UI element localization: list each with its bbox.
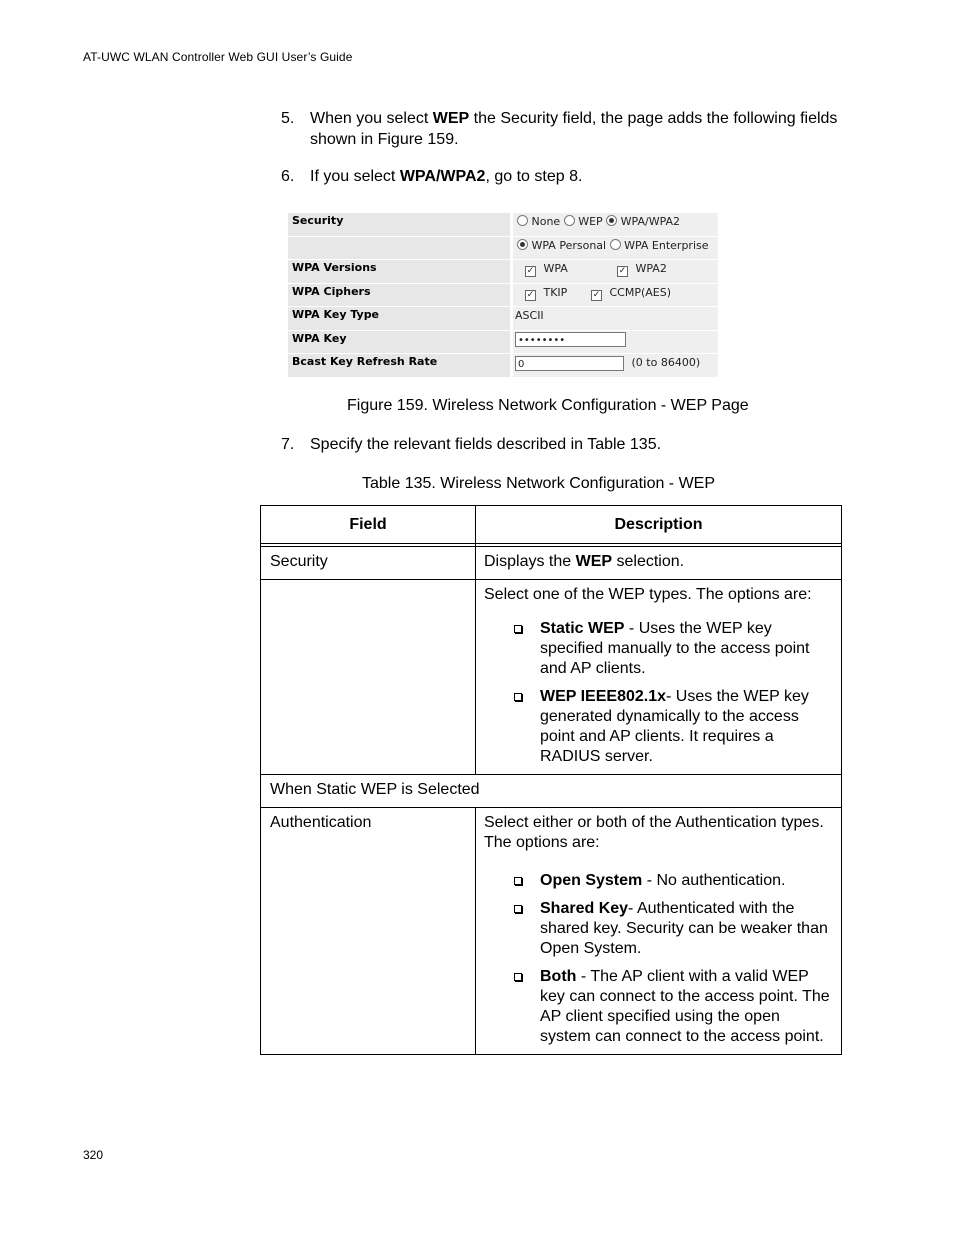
- refresh-label: Bcast Key Refresh Rate: [288, 354, 510, 378]
- table-caption: Table 135. Wireless Network Configuration - WEP: [362, 475, 716, 492]
- item-bold: Open System: [540, 872, 643, 889]
- table-row: [261, 808, 842, 1055]
- header-field: Field: [261, 506, 476, 544]
- radio-wpa-wpa2-label: WPA/WPA2: [620, 215, 681, 228]
- radio-wpa-wpa2[interactable]: [606, 215, 617, 226]
- checkbox-ccmp-label: CCMP(AES): [609, 285, 672, 299]
- desc-text: selection.: [612, 553, 685, 570]
- checkbox-tkip-label: TKIP: [543, 285, 568, 299]
- section-cell: When Static WEP is Selected: [261, 775, 842, 808]
- checkbox-bullet-icon: [514, 877, 522, 885]
- ciphers-row: [288, 284, 718, 308]
- section-row: [261, 775, 842, 808]
- key-row: [288, 331, 718, 355]
- key-label: WPA Key: [288, 331, 510, 355]
- table-row: [261, 547, 842, 580]
- checkbox-bullet-icon: [514, 973, 522, 981]
- item-text: - Uses the WEP key generated dynamically to the access point and AP clients. It requires a RADIUS server.: [540, 688, 809, 765]
- key-type-row: [288, 307, 718, 331]
- field-cell: [261, 580, 476, 775]
- security-label: Security: [288, 213, 510, 237]
- checkbox-ccmp[interactable]: ✓: [592, 289, 601, 300]
- step-text: When you select: [310, 110, 433, 127]
- step-text: the Security field, the page adds the following fields shown in Figure 159.: [310, 110, 838, 148]
- field-cell: Security: [261, 547, 476, 580]
- checkbox-bullet-icon: [514, 625, 522, 633]
- mode-row: [288, 237, 718, 261]
- description-cell: [476, 808, 842, 1055]
- versions-label: WPA Versions: [288, 260, 510, 284]
- step-number: 6.: [281, 168, 295, 185]
- security-row: [288, 213, 718, 237]
- radio-wpa-personal[interactable]: [517, 239, 528, 250]
- empty-label: [288, 237, 510, 261]
- wep-type-list: [484, 619, 832, 767]
- desc-text: Displays the: [484, 553, 576, 570]
- ciphers-label: WPA Ciphers: [288, 284, 510, 308]
- figure-caption: Figure 159. Wireless Network Configuration - WEP Page: [347, 397, 749, 414]
- step-5: [281, 108, 841, 150]
- step-bold: WEP: [432, 110, 470, 127]
- radio-wpa-personal-label: WPA Personal: [531, 238, 607, 252]
- item-bold: Both: [540, 968, 577, 985]
- item-text: - Authenticated with the shared key. Security can be weaker than Open System.: [540, 900, 828, 957]
- desc-bold: WEP: [575, 553, 613, 570]
- step-text: , go to step 8.: [485, 168, 583, 185]
- wpa-key-input[interactable]: ••••••••: [515, 332, 626, 347]
- radio-wep[interactable]: [564, 215, 575, 226]
- list-item: [484, 619, 832, 679]
- list-item: [484, 871, 832, 891]
- desc-intro: Select either or both of the Authentication types. The options are:: [484, 814, 824, 851]
- table-header-row: [261, 506, 842, 544]
- item-bold: WEP IEEE802.1x: [540, 688, 666, 705]
- running-header: AT-UWC WLAN Controller Web GUI User’s Guide: [83, 50, 353, 64]
- step-number: 7.: [281, 436, 295, 453]
- list-item: [484, 967, 832, 1047]
- radio-wpa-enterprise-label: WPA Enterprise: [624, 238, 709, 252]
- field-cell: Authentication: [261, 808, 476, 1055]
- step-bold: WPA/WPA2: [399, 168, 486, 185]
- checkbox-wpa[interactable]: ✓: [526, 266, 535, 276]
- desc-intro: Select one of the WEP types. The options are:: [484, 586, 812, 603]
- table-row: [261, 580, 842, 775]
- item-text: - The AP client with a valid WEP key can connect to the access point. The AP client specified using the open system can connect to the access point.: [540, 968, 830, 1045]
- key-type-value: ASCII: [513, 307, 718, 331]
- refresh-rate-input[interactable]: 0: [515, 356, 624, 371]
- step-number: 5.: [281, 110, 295, 127]
- list-item: [484, 687, 832, 767]
- step-text: If you select: [310, 168, 400, 185]
- checkbox-tkip[interactable]: ✓: [526, 289, 535, 300]
- wep-config-table: [260, 505, 842, 1055]
- refresh-hint: (0 to 86400): [631, 356, 701, 369]
- key-type-label: WPA Key Type: [288, 307, 510, 331]
- radio-none-label: None: [531, 215, 561, 228]
- checkbox-wpa2[interactable]: ✓: [618, 266, 627, 276]
- refresh-row: [288, 354, 718, 378]
- header-description: Description: [476, 506, 842, 544]
- description-cell: [476, 580, 842, 775]
- checkbox-wpa2-label: WPA2: [635, 262, 667, 275]
- wireless-config-form: [288, 213, 718, 378]
- step-7: [281, 434, 841, 455]
- page-number: 320: [83, 1148, 104, 1162]
- radio-wep-label: WEP: [578, 215, 603, 228]
- item-text: - Uses the WEP key specified manually to the access point and AP clients.: [540, 620, 810, 677]
- item-text: - No authentication.: [642, 872, 786, 889]
- versions-row: [288, 260, 718, 284]
- auth-type-list: [484, 871, 832, 1047]
- checkbox-wpa-label: WPA: [543, 262, 568, 275]
- checkbox-bullet-icon: [514, 693, 522, 701]
- radio-wpa-enterprise[interactable]: [610, 239, 621, 250]
- item-bold: Shared Key: [540, 900, 629, 917]
- description-cell: [476, 547, 842, 580]
- step-text: Specify the relevant fields described in Table 135.: [310, 436, 662, 453]
- radio-none[interactable]: [517, 215, 528, 226]
- step-6: [281, 166, 841, 187]
- item-bold: Static WEP: [540, 620, 625, 637]
- list-item: [484, 899, 832, 959]
- checkbox-bullet-icon: [514, 905, 522, 913]
